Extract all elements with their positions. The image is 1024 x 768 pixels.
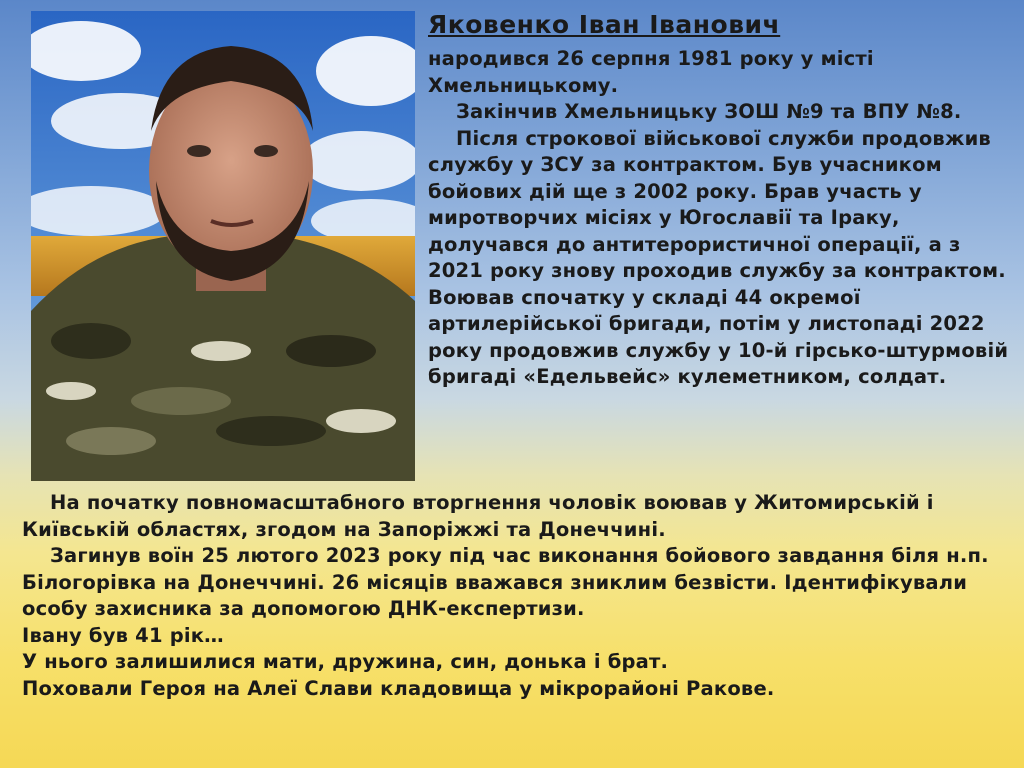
bio-paragraph-birth: народився 26 серпня 1981 року у місті Хмельницькому. bbox=[428, 47, 874, 97]
bio-paragraph-burial: Поховали Героя на Алеї Слави кладовища у мікрорайоні Ракове. bbox=[22, 676, 775, 700]
bio-paragraph-education: Закінчив Хмельницьку ЗОШ №9 та ВПУ №8. bbox=[456, 100, 962, 123]
bio-paragraph-age: Івану був 41 рік… bbox=[22, 623, 224, 647]
soldier-portrait-photo bbox=[31, 11, 415, 481]
bio-paragraph-service: Після строкової військової служби продовжив службу у ЗСУ за контрактом. Був учасником бойових дій ще з 2002 року. Брав участь у миротворчих місіях у Югославії та Іраку, долучався до антитерористичної операції, а з 2021 року знову проходив службу за контрактом. Воював спочатку у складі 44 окремої артилерійської бригади, потім у листопаді 2022 року продовжив службу у 10-й гірсько-штурмовій бригаді «Едельвейс» кулеметником, солдат. bbox=[428, 126, 1009, 388]
hero-name-title: Яковенко Іван Іванович bbox=[428, 10, 781, 39]
bio-paragraph-family: У нього залишилися мати, дружина, син, донька і брат. bbox=[22, 650, 669, 673]
biography-bottom-section bbox=[22, 490, 1017, 702]
bio-paragraph-death: Загинув воїн 25 лютого 2023 року під час виконання бойового завдання біля н.п. Білогорівка на Донеччині. 26 місяців вважався зниклим безвісти. Ідентифікували особу захисника за допомогою ДНК-експертизи. bbox=[22, 544, 989, 620]
bio-paragraph-invasion: На початку повномасштабного вторгнення чоловік воював у Житомирській і Київській областях, згодом на Запоріжжі та Донеччині. bbox=[22, 491, 934, 541]
biography-side-column bbox=[428, 46, 1018, 391]
